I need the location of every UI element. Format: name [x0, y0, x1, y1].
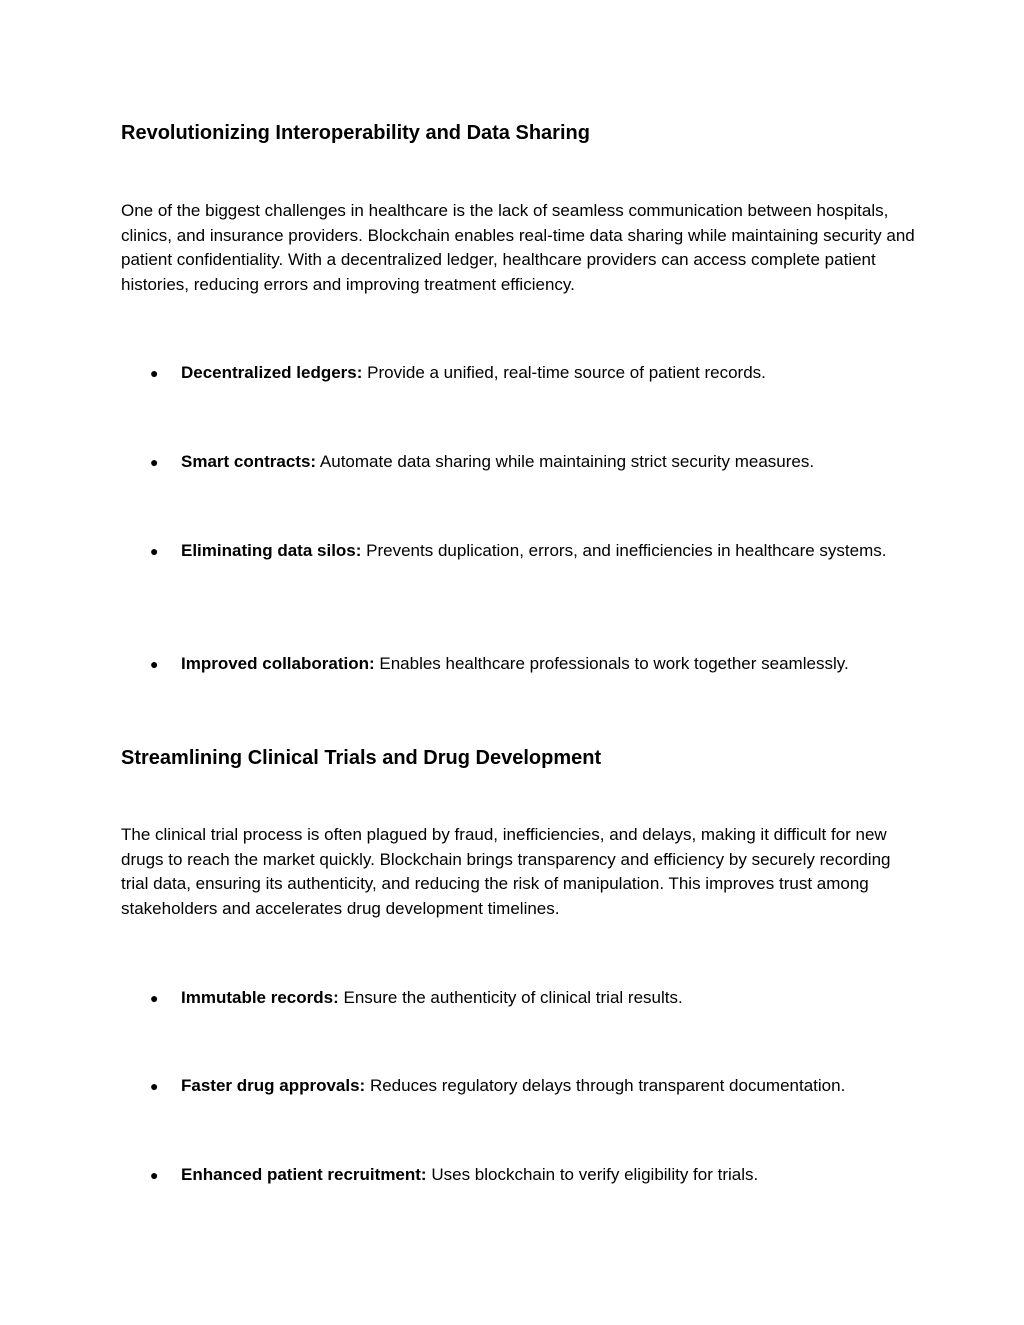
bullet-icon: ● — [150, 656, 159, 672]
bullet-description: Reduces regulatory delays through transparent documentation. — [365, 1076, 846, 1095]
section-paragraph-interoperability: One of the biggest challenges in healthcare is the lack of seamless communication between hospitals, clinics, and insurance providers. Blockchain enables real-time data sharing while maintaining security and patient confidentiality. With a decentralized ledger, healthcare providers can access complete patient histories, reducing errors and improving treatment efficiency. — [121, 201, 915, 294]
list-item — [150, 539, 920, 564]
bullet-term: Smart contracts: — [181, 452, 317, 471]
bullet-term: Immutable records: — [181, 988, 339, 1007]
bullet-term: Faster drug approvals: — [181, 1076, 366, 1095]
bullet-icon: ● — [150, 1078, 159, 1094]
bullet-term: Eliminating data silos: — [181, 541, 362, 560]
bullet-icon: ● — [150, 990, 159, 1006]
section-heading-interoperability: Revolutionizing Interoperability and Data Sharing — [121, 122, 590, 144]
bullet-description: Provide a unified, real-time source of patient records. — [362, 363, 766, 382]
bullet-description: Automate data sharing while maintaining strict security measures. — [316, 452, 815, 471]
section-paragraph-clinical-trials: The clinical trial process is often plagued by fraud, inefficiencies, and delays, making it difficult for new drugs to reach the market quickly. Blockchain brings transparency and efficiency by securely recording trial data, ensuring its authenticity, and reducing the risk of manipulation. This improves trust among stakeholders and accelerates drug development timelines. — [121, 825, 891, 918]
bullet-term: Improved collaboration: — [181, 654, 375, 673]
list-item — [150, 450, 920, 475]
bullet-term: Decentralized ledgers: — [181, 363, 363, 382]
list-item — [150, 1163, 920, 1188]
list-item — [150, 652, 920, 677]
bullet-icon: ● — [150, 454, 159, 470]
bullet-term: Enhanced patient recruitment: — [181, 1165, 427, 1184]
bullet-icon: ● — [150, 1167, 159, 1183]
section-heading-clinical-trials: Streamlining Clinical Trials and Drug Development — [121, 747, 602, 769]
list-item — [150, 986, 920, 1011]
list-item — [150, 1074, 920, 1099]
bullet-description: Prevents duplication, errors, and inefficiencies in healthcare systems. — [361, 541, 887, 560]
bullet-description: Uses blockchain to verify eligibility for trials. — [426, 1165, 759, 1184]
bullet-description: Enables healthcare professionals to work together seamlessly. — [374, 654, 849, 673]
bullet-icon: ● — [150, 543, 159, 559]
bullet-icon: ● — [150, 365, 159, 381]
bullet-description: Ensure the authenticity of clinical trial results. — [338, 988, 683, 1007]
list-item — [150, 361, 920, 386]
